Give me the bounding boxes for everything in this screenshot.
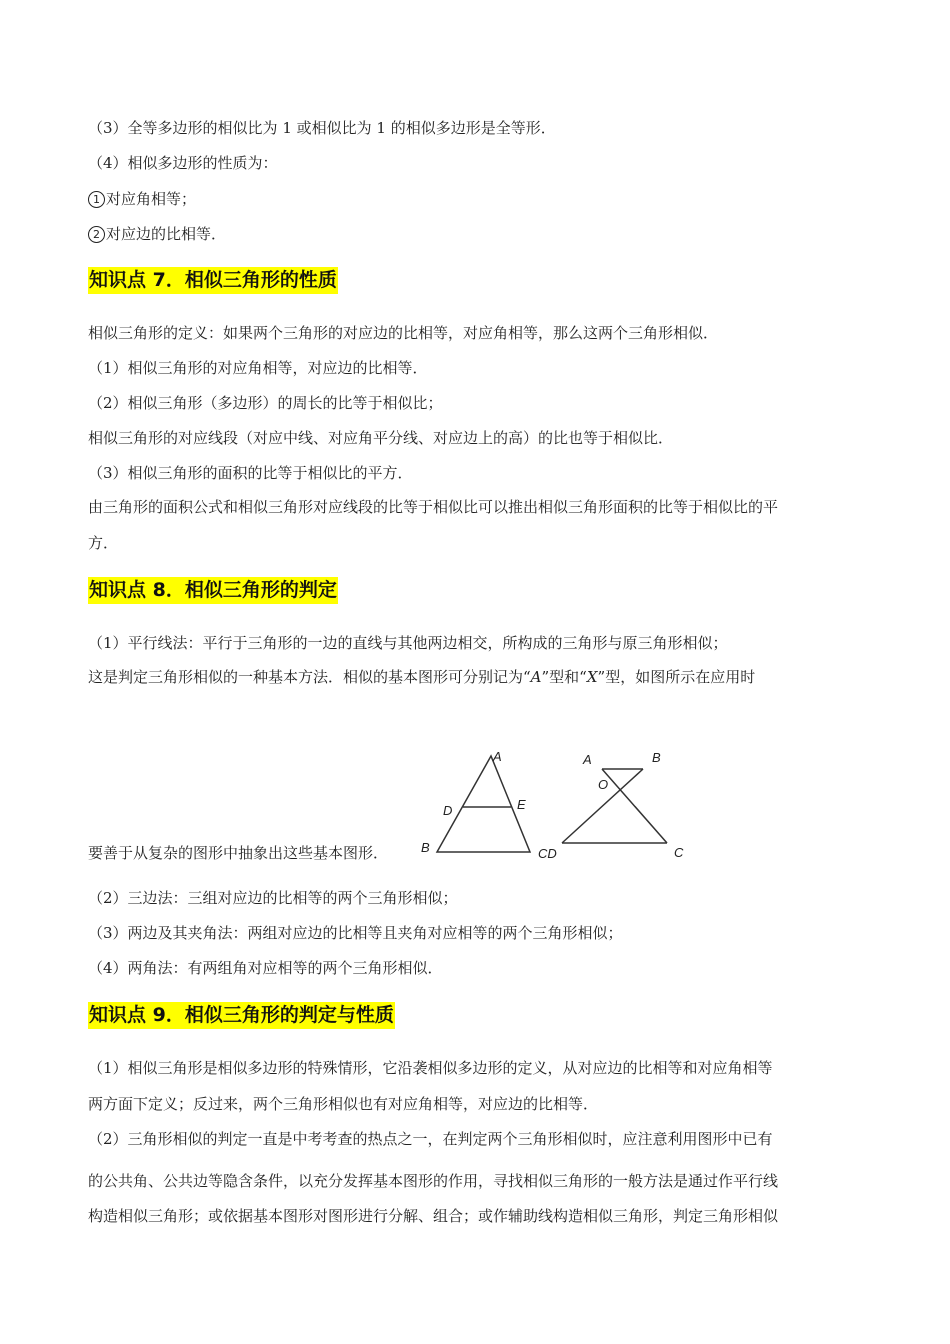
x-type-letter: X <box>586 668 598 686</box>
s8-line-2 <box>88 667 755 687</box>
x-type-line-a-c <box>602 769 667 843</box>
s8-line-1: （1）平行线法：平行于三角形的一边的直线与其他两边相交，所构成的三角形与原三角形相似； <box>88 634 728 652</box>
label-b: B <box>421 840 430 855</box>
s8-line-6: （4）两角法：有两组角对应相等的两个三角形相似． <box>88 959 443 977</box>
text-run: ”型，如图所示在应用时 <box>597 668 756 686</box>
list-item-2 <box>88 224 226 244</box>
label-x-b: B <box>652 750 661 765</box>
label-x-a: A <box>583 752 592 767</box>
s9-line-5: 构造相似三角形；或依据基本图形对图形进行分解、组合；或作辅助线构造相似三角形，判定三角形相似 <box>88 1207 779 1225</box>
list-item-1 <box>88 189 196 209</box>
s7-line-4: 相似三角形的对应线段（对应中线、对应角平分线、对应边上的高）的比也等于相似比． <box>88 429 674 447</box>
label-e: E <box>517 797 526 812</box>
label-x-o: O <box>598 777 609 792</box>
s7-line-2: （1）相似三角形的对应角相等，对应边的比相等． <box>88 359 428 377</box>
heading-knowledge-9: 知识点 9．相似三角形的判定与性质 <box>88 1002 395 1029</box>
heading-knowledge-8: 知识点 8．相似三角形的判定 <box>88 577 338 604</box>
label-d: D <box>443 803 453 818</box>
text-run: 这是判定三角形相似的一种基本方法．相似的基本图形可分别记为“ <box>88 668 531 686</box>
s7-line-3: （2）相似三角形（多边形）的周长的比等于相似比； <box>88 394 443 412</box>
s8-line-5: （3）两边及其夹角法：两组对应边的比相等且夹角对应相等的两个三角形相似； <box>88 924 623 942</box>
circled-number-2: 2 <box>88 226 105 243</box>
s8-line-4: （2）三边法：三组对应边的比相等的两个三角形相似； <box>88 889 458 907</box>
s7-line-6: 由三角形的面积公式和相似三角形对应线段的比等于相似比可以推出相似三角形面积的比等于相似比的平 <box>88 498 779 516</box>
s8-line-3: 要善于从复杂的图形中抽象出这些基本图形． <box>88 844 389 862</box>
text-run: ”型和“ <box>541 668 587 686</box>
paragraph-congruent-polygons: （3）全等多边形的相似比为 1 或相似比为 1 的相似多边形是全等形． <box>88 119 556 137</box>
s9-line-4: 的公共角、公共边等隐含条件，以充分发挥基本图形的作用，寻找相似三角形的一般方法是通过作平行线 <box>88 1172 779 1190</box>
circled-number-1: 1 <box>88 191 105 208</box>
a-type-letter: A <box>530 668 542 686</box>
label-x-c: C <box>674 845 684 860</box>
s7-line-7: 方． <box>88 534 119 552</box>
heading-knowledge-7: 知识点 7．相似三角形的性质 <box>88 267 338 294</box>
list-item-text: 对应角相等； <box>106 190 197 208</box>
s9-line-3: （2）三角形相似的判定一直是中考考查的热点之一，在判定两个三角形相似时，应注意利用图形中已有 <box>88 1130 773 1148</box>
s9-line-1: （1）相似三角形是相似多边形的特殊情形，它沿袭相似多边形的定义，从对应边的比相等和对应角相等 <box>88 1059 773 1077</box>
label-a: A <box>493 749 502 764</box>
paragraph-polygon-properties: （4）相似多边形的性质为： <box>88 154 278 172</box>
s7-line-5: （3）相似三角形的面积的比等于相似比的平方． <box>88 464 413 482</box>
label-x-cd: CD <box>538 846 557 861</box>
similar-triangles-figure <box>410 740 700 870</box>
list-item-text: 对应边的比相等． <box>106 225 227 243</box>
s7-line-1: 相似三角形的定义：如果两个三角形的对应边的比相等，对应角相等，那么这两个三角形相似． <box>88 324 719 342</box>
s9-line-2: 两方面下定义；反过来，两个三角形相似也有对应角相等，对应边的比相等． <box>88 1095 599 1113</box>
